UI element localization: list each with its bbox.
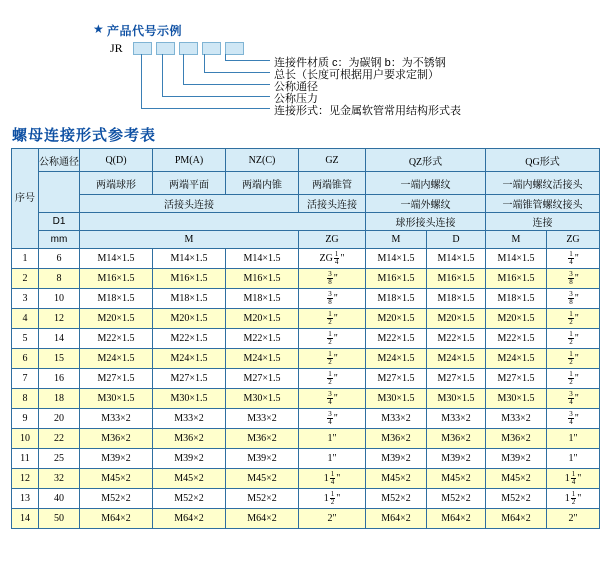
code-boxes: [133, 42, 244, 55]
cell-seq: 1: [12, 249, 39, 269]
product-code-legend: [0, 0, 600, 118]
cell-qz-m: M18×1.5: [366, 289, 427, 309]
cell-qg-m: M64×2: [486, 509, 547, 529]
cell-qg-zg: $\frac{3}{8}$ ": [547, 269, 600, 289]
cell-qg-zg: 1 $\frac{1}{4}$ ": [547, 469, 600, 489]
cell-qd: M18×1.5: [80, 289, 153, 309]
cell-qz-d: M27×1.5: [427, 369, 486, 389]
cell-qd: M52×2: [80, 489, 153, 509]
cell-qz-d: M45×2: [427, 469, 486, 489]
cell-gz: ZG $\frac{1}{4}$ ": [299, 249, 366, 269]
cell-pm: M18×1.5: [153, 289, 226, 309]
leader-line-v4: [204, 54, 205, 72]
cell-gz: 1": [299, 429, 366, 449]
cell-qz-d: M22×1.5: [427, 329, 486, 349]
cell-dn: 18: [39, 389, 80, 409]
header-row-join: [12, 195, 600, 213]
cell-nz: M18×1.5: [226, 289, 299, 309]
cell-qg-zg: $\frac{1}{2}$ ": [547, 349, 600, 369]
cell-qz-d: M52×2: [427, 489, 486, 509]
cell-qz-d: M36×2: [427, 429, 486, 449]
cell-seq: 12: [12, 469, 39, 489]
header-type-gz: 两端锥管: [299, 172, 366, 195]
table-row: [12, 429, 600, 449]
cell-qg-m: M14×1.5: [486, 249, 547, 269]
cell-qg-zg: $\frac{1}{2}$ ": [547, 329, 600, 349]
cell-pm: M45×2: [153, 469, 226, 489]
cell-nz: M24×1.5: [226, 349, 299, 369]
cell-dn: 14: [39, 329, 80, 349]
cell-qz-d: M33×2: [427, 409, 486, 429]
header-join-qd-pm-nz: 活接头连接: [80, 195, 299, 213]
header-thread-qz-m: M: [366, 231, 427, 249]
cell-pm: M27×1.5: [153, 369, 226, 389]
cell-dn: 32: [39, 469, 80, 489]
table-row: [12, 269, 600, 289]
cell-qg-m: M52×2: [486, 489, 547, 509]
code-box-5: [225, 42, 244, 55]
header-type-qz-a: 一端内螺纹: [366, 172, 486, 195]
cell-qg-m: M20×1.5: [486, 309, 547, 329]
cell-dn: 40: [39, 489, 80, 509]
cell-qz-m: M52×2: [366, 489, 427, 509]
header-group-pm-code: PM(A): [153, 149, 226, 172]
header-row-type: [12, 172, 600, 195]
cell-gz: 1 $\frac{1}{4}$ ": [299, 469, 366, 489]
header-seq: 序号: [12, 149, 39, 249]
header-type-pm: 两端平面: [153, 172, 226, 195]
cell-pm: M24×1.5: [153, 349, 226, 369]
cell-dn: 16: [39, 369, 80, 389]
cell-nz: M64×2: [226, 509, 299, 529]
cell-qz-m: M64×2: [366, 509, 427, 529]
cell-seq: 13: [12, 489, 39, 509]
cell-qz-d: M20×1.5: [427, 309, 486, 329]
table-title: 螺母连接形式参考表: [12, 127, 157, 144]
cell-seq: 2: [12, 269, 39, 289]
cell-qz-d: M24×1.5: [427, 349, 486, 369]
cell-qz-m: M22×1.5: [366, 329, 427, 349]
legend-item-connection: 连接形式：见金属软管常用结构形式表: [274, 105, 461, 117]
cell-qz-d: M39×2: [427, 449, 486, 469]
cell-qz-d: M64×2: [427, 509, 486, 529]
cell-qg-m: M36×2: [486, 429, 547, 449]
table-head: [12, 149, 600, 249]
cell-qz-m: M24×1.5: [366, 349, 427, 369]
cell-dn: 20: [39, 409, 80, 429]
cell-qg-zg: 2": [547, 509, 600, 529]
table-row: [12, 409, 600, 429]
header-group-nz-code: NZ(C): [226, 149, 299, 172]
cell-qg-m: M30×1.5: [486, 389, 547, 409]
header-dn-label: 公称通径: [39, 149, 80, 172]
leader-line-v3: [183, 54, 184, 84]
cell-qz-d: M16×1.5: [427, 269, 486, 289]
leader-line-h1: [141, 108, 270, 109]
cell-seq: 4: [12, 309, 39, 329]
cell-qg-zg: $\frac{1}{2}$ ": [547, 309, 600, 329]
header-blank-mid: [80, 213, 366, 231]
cell-qz-m: M33×2: [366, 409, 427, 429]
cell-seq: 8: [12, 389, 39, 409]
cell-gz: 1 $\frac{1}{2}$ ": [299, 489, 366, 509]
table-row: [12, 309, 600, 329]
cell-pm: M16×1.5: [153, 269, 226, 289]
header-row-code: [12, 149, 600, 172]
cell-dn: 50: [39, 509, 80, 529]
cell-qd: M39×2: [80, 449, 153, 469]
cell-qg-m: M33×2: [486, 409, 547, 429]
table-row: [12, 329, 600, 349]
code-box-1: [133, 42, 152, 55]
leader-line-h2: [162, 96, 270, 97]
cell-qz-m: M16×1.5: [366, 269, 427, 289]
cell-qg-zg: 1 $\frac{1}{2}$ ": [547, 489, 600, 509]
header-join-gz: 活接头连接: [299, 195, 366, 213]
header-thread-qz-d: D: [427, 231, 486, 249]
cell-qd: M36×2: [80, 429, 153, 449]
cell-qd: M30×1.5: [80, 389, 153, 409]
cell-qz-m: M36×2: [366, 429, 427, 449]
cell-qd: M64×2: [80, 509, 153, 529]
cell-dn: 6: [39, 249, 80, 269]
cell-qz-d: M30×1.5: [427, 389, 486, 409]
cell-qg-m: M27×1.5: [486, 369, 547, 389]
leader-line-v1: [141, 54, 142, 108]
cell-seq: 9: [12, 409, 39, 429]
table-row: [12, 449, 600, 469]
cell-pm: M30×1.5: [153, 389, 226, 409]
header-group-gz-code: GZ: [299, 149, 366, 172]
cell-qd: M24×1.5: [80, 349, 153, 369]
cell-qd: M20×1.5: [80, 309, 153, 329]
cell-qg-zg: $\frac{1}{2}$ ": [547, 369, 600, 389]
header-type-qg-b: 一端锥管螺纹接头: [486, 195, 600, 213]
legend-item-material: 连接件材质 c：为碳钢 b：为不锈钢: [274, 57, 446, 69]
cell-seq: 5: [12, 329, 39, 349]
table-row: [12, 249, 600, 269]
star-icon: ★: [93, 22, 104, 36]
cell-dn: 15: [39, 349, 80, 369]
cell-gz: 2": [299, 509, 366, 529]
table-row: [12, 389, 600, 409]
header-dn-unit: mm: [39, 231, 80, 249]
header-dn-sub: D1: [39, 213, 80, 231]
cell-nz: M27×1.5: [226, 369, 299, 389]
cell-dn: 25: [39, 449, 80, 469]
legend-title: 产品代号示例: [107, 24, 183, 38]
cell-qg-m: M16×1.5: [486, 269, 547, 289]
table-row: [12, 289, 600, 309]
header-join-qz: 球形接头连接: [366, 213, 486, 231]
cell-gz: $\frac{3}{4}$ ": [299, 409, 366, 429]
cell-seq: 11: [12, 449, 39, 469]
header-type-qg-a: 一端内螺纹活接头: [486, 172, 600, 195]
table-row: [12, 489, 600, 509]
cell-qg-m: M24×1.5: [486, 349, 547, 369]
cell-qz-d: M14×1.5: [427, 249, 486, 269]
table-row: [12, 469, 600, 489]
header-dn-blank: [39, 172, 80, 213]
nut-connection-table-wrap: [11, 148, 600, 529]
header-type-nz: 两端内锥: [226, 172, 299, 195]
header-join-qg: 连接: [486, 213, 600, 231]
header-thread-m: M: [80, 231, 299, 249]
header-group-qd-code: Q(D): [80, 149, 153, 172]
legend-item-diameter: 公称通径: [274, 81, 318, 93]
cell-dn: 22: [39, 429, 80, 449]
table-row: [12, 369, 600, 389]
cell-qd: M33×2: [80, 409, 153, 429]
table-row: [12, 349, 600, 369]
leader-line-v2: [162, 54, 163, 96]
leader-line-h3: [183, 84, 270, 85]
table-row: [12, 509, 600, 529]
legend-item-pressure: 公称压力: [274, 93, 318, 105]
cell-qg-m: M18×1.5: [486, 289, 547, 309]
cell-nz: M45×2: [226, 469, 299, 489]
cell-qg-m: M39×2: [486, 449, 547, 469]
cell-qz-m: M39×2: [366, 449, 427, 469]
leader-line-h5: [225, 60, 270, 61]
cell-qg-zg: 1": [547, 429, 600, 449]
cell-gz: 1": [299, 449, 366, 469]
code-box-2: [156, 42, 175, 55]
cell-dn: 8: [39, 269, 80, 289]
header-type-qd: 两端球形: [80, 172, 153, 195]
cell-qd: M16×1.5: [80, 269, 153, 289]
cell-seq: 14: [12, 509, 39, 529]
cell-qd: M14×1.5: [80, 249, 153, 269]
cell-gz: $\frac{1}{2}$ ": [299, 329, 366, 349]
header-thread-zg: ZG: [299, 231, 366, 249]
nut-connection-table: [11, 148, 600, 529]
cell-gz: $\frac{3}{8}$ ": [299, 269, 366, 289]
header-group-qg-code: QG形式: [486, 149, 600, 172]
cell-pm: M33×2: [153, 409, 226, 429]
table-body: [12, 249, 600, 529]
cell-qg-m: M22×1.5: [486, 329, 547, 349]
cell-dn: 10: [39, 289, 80, 309]
header-type-qz-b: 一端外螺纹: [366, 195, 486, 213]
cell-pm: M14×1.5: [153, 249, 226, 269]
cell-nz: M20×1.5: [226, 309, 299, 329]
cell-qg-m: M45×2: [486, 469, 547, 489]
cell-nz: M30×1.5: [226, 389, 299, 409]
cell-qz-m: M20×1.5: [366, 309, 427, 329]
cell-qz-m: M14×1.5: [366, 249, 427, 269]
cell-qg-zg: 1": [547, 449, 600, 469]
legend-item-length: 总长（长度可根据用户要求定制）: [274, 69, 439, 81]
code-prefix-label: JR: [110, 41, 123, 55]
cell-qd: M45×2: [80, 469, 153, 489]
cell-seq: 6: [12, 349, 39, 369]
cell-qg-zg: $\frac{3}{4}$ ": [547, 409, 600, 429]
header-thread-qg-m: M: [486, 231, 547, 249]
leader-line-h4: [204, 72, 270, 73]
cell-qz-m: M30×1.5: [366, 389, 427, 409]
cell-dn: 12: [39, 309, 80, 329]
cell-nz: M33×2: [226, 409, 299, 429]
cell-nz: M52×2: [226, 489, 299, 509]
cell-nz: M16×1.5: [226, 269, 299, 289]
cell-qg-zg: $\frac{1}{4}$ ": [547, 249, 600, 269]
cell-seq: 10: [12, 429, 39, 449]
cell-gz: $\frac{3}{4}$ ": [299, 389, 366, 409]
cell-pm: M22×1.5: [153, 329, 226, 349]
header-thread-qg-zg: ZG: [547, 231, 600, 249]
cell-nz: M36×2: [226, 429, 299, 449]
cell-pm: M20×1.5: [153, 309, 226, 329]
cell-pm: M36×2: [153, 429, 226, 449]
cell-pm: M52×2: [153, 489, 226, 509]
cell-qz-d: M18×1.5: [427, 289, 486, 309]
cell-pm: M64×2: [153, 509, 226, 529]
cell-gz: $\frac{1}{2}$ ": [299, 349, 366, 369]
header-group-qz-code: QZ形式: [366, 149, 486, 172]
header-row-unit: [12, 231, 600, 249]
cell-qz-m: M45×2: [366, 469, 427, 489]
cell-qg-zg: $\frac{3}{4}$ ": [547, 389, 600, 409]
cell-gz: $\frac{3}{8}$ ": [299, 289, 366, 309]
cell-qz-m: M27×1.5: [366, 369, 427, 389]
cell-nz: M14×1.5: [226, 249, 299, 269]
cell-seq: 3: [12, 289, 39, 309]
cell-qd: M22×1.5: [80, 329, 153, 349]
header-row-d1: [12, 213, 600, 231]
cell-qg-zg: $\frac{3}{8}$ ": [547, 289, 600, 309]
code-box-3: [179, 42, 198, 55]
cell-nz: M39×2: [226, 449, 299, 469]
cell-gz: $\frac{1}{2}$ ": [299, 309, 366, 329]
cell-pm: M39×2: [153, 449, 226, 469]
cell-nz: M22×1.5: [226, 329, 299, 349]
cell-gz: $\frac{1}{2}$ ": [299, 369, 366, 389]
cell-seq: 7: [12, 369, 39, 389]
cell-qd: M27×1.5: [80, 369, 153, 389]
